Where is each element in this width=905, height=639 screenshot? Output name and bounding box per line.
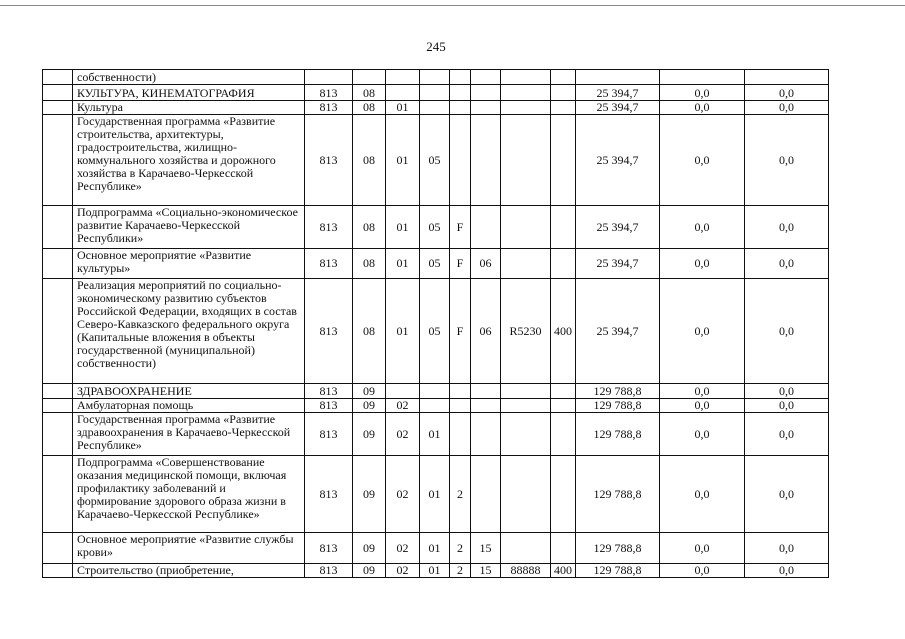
subprogram-cell: F <box>450 279 471 384</box>
row-number-cell <box>43 206 73 249</box>
gov-code-cell: 813 <box>305 279 353 384</box>
sum-2020-cell: 0,0 <box>660 206 745 249</box>
table-row <box>43 399 829 413</box>
table-row <box>43 115 829 206</box>
name-cell: Основное мероприятие «Развитие культуры» <box>73 249 305 279</box>
sum-2020-cell: 0,0 <box>660 399 745 413</box>
expense-type-cell <box>551 206 576 249</box>
subprogram-cell: F <box>450 206 471 249</box>
section-cell: 09 <box>353 564 386 578</box>
direction-cell <box>501 249 551 279</box>
sum-2021-cell: 0,0 <box>745 279 829 384</box>
gov-code-cell: 813 <box>305 533 353 564</box>
sum-2019-cell <box>576 70 660 85</box>
program-cell <box>420 101 450 115</box>
expense-type-cell <box>551 384 576 399</box>
sum-2021-cell: 0,0 <box>745 249 829 279</box>
row-number-cell <box>43 85 73 101</box>
row-number-cell <box>43 384 73 399</box>
name-cell: Подпрограмма «Социально-экономическое развитие Карачаево-Черкесской Республики» <box>73 206 305 249</box>
program-cell <box>420 384 450 399</box>
event-cell <box>471 384 501 399</box>
direction-cell <box>501 70 551 85</box>
section-cell: 08 <box>353 206 386 249</box>
sum-2019-cell: 25 394,7 <box>576 206 660 249</box>
program-cell <box>420 399 450 413</box>
section-cell: 08 <box>353 85 386 101</box>
subprogram-cell <box>450 115 471 206</box>
top-rule <box>0 5 905 6</box>
direction-cell <box>501 115 551 206</box>
sum-2020-cell: 0,0 <box>660 384 745 399</box>
subprogram-cell <box>450 70 471 85</box>
gov-code-cell: 813 <box>305 564 353 578</box>
sum-2019-cell: 25 394,7 <box>576 249 660 279</box>
direction-cell <box>501 456 551 533</box>
sum-2019-cell: 129 788,8 <box>576 564 660 578</box>
subsection-cell: 01 <box>386 279 420 384</box>
expense-type-cell <box>551 456 576 533</box>
name-cell: Основное мероприятие «Развитие службы крови» <box>73 533 305 564</box>
subprogram-cell: 2 <box>450 533 471 564</box>
table-row <box>43 456 829 533</box>
sum-2019-cell: 129 788,8 <box>576 384 660 399</box>
table-row <box>43 70 829 85</box>
event-cell: 15 <box>471 533 501 564</box>
direction-cell <box>501 101 551 115</box>
name-cell: Амбулаторная помощь <box>73 399 305 413</box>
table-row <box>43 249 829 279</box>
program-cell: 01 <box>420 564 450 578</box>
row-number-cell <box>43 249 73 279</box>
sum-2021-cell: 0,0 <box>745 413 829 456</box>
sum-2019-cell: 129 788,8 <box>576 533 660 564</box>
event-cell <box>471 456 501 533</box>
expense-type-cell <box>551 249 576 279</box>
sum-2020-cell: 0,0 <box>660 279 745 384</box>
sum-2021-cell: 0,0 <box>745 533 829 564</box>
expense-type-cell: 400 <box>551 279 576 384</box>
subprogram-cell <box>450 384 471 399</box>
direction-cell <box>501 384 551 399</box>
subprogram-cell: 2 <box>450 564 471 578</box>
program-cell: 01 <box>420 533 450 564</box>
gov-code-cell: 813 <box>305 85 353 101</box>
sum-2019-cell: 25 394,7 <box>576 85 660 101</box>
section-cell: 09 <box>353 456 386 533</box>
direction-cell <box>501 85 551 101</box>
expense-type-cell <box>551 70 576 85</box>
program-cell: 05 <box>420 115 450 206</box>
row-number-cell <box>43 101 73 115</box>
program-cell <box>420 85 450 101</box>
direction-cell <box>501 413 551 456</box>
table-row <box>43 85 829 101</box>
direction-cell: R5230 <box>501 279 551 384</box>
event-cell <box>471 115 501 206</box>
name-cell: Строительство (приобретение, <box>73 564 305 578</box>
subsection-cell: 01 <box>386 206 420 249</box>
row-number-cell <box>43 413 73 456</box>
event-cell: 06 <box>471 249 501 279</box>
table-row <box>43 101 829 115</box>
sum-2020-cell: 0,0 <box>660 533 745 564</box>
expense-type-cell <box>551 533 576 564</box>
sum-2019-cell: 129 788,8 <box>576 413 660 456</box>
row-number-cell <box>43 279 73 384</box>
subprogram-cell: F <box>450 249 471 279</box>
table-body <box>43 70 829 578</box>
expense-type-cell <box>551 85 576 101</box>
gov-code-cell: 813 <box>305 413 353 456</box>
name-cell: Культура <box>73 101 305 115</box>
row-number-cell <box>43 399 73 413</box>
gov-code-cell: 813 <box>305 115 353 206</box>
gov-code-cell: 813 <box>305 101 353 115</box>
subprogram-cell <box>450 101 471 115</box>
event-cell <box>471 85 501 101</box>
sum-2021-cell: 0,0 <box>745 384 829 399</box>
expense-type-cell <box>551 399 576 413</box>
name-cell: КУЛЬТУРА, КИНЕМАТОГРАФИЯ <box>73 85 305 101</box>
section-cell: 09 <box>353 533 386 564</box>
section-cell: 08 <box>353 115 386 206</box>
section-cell: 09 <box>353 399 386 413</box>
direction-cell <box>501 399 551 413</box>
sum-2020-cell: 0,0 <box>660 564 745 578</box>
sum-2020-cell: 0,0 <box>660 456 745 533</box>
sum-2021-cell: 0,0 <box>745 115 829 206</box>
gov-code-cell: 813 <box>305 456 353 533</box>
subsection-cell: 02 <box>386 413 420 456</box>
name-cell: Государственная программа «Развитие здравоохранения в Карачаево-Черкесской Республике» <box>73 413 305 456</box>
subsection-cell: 02 <box>386 564 420 578</box>
section-cell: 09 <box>353 413 386 456</box>
sum-2019-cell: 25 394,7 <box>576 101 660 115</box>
table-row <box>43 279 829 384</box>
sum-2021-cell: 0,0 <box>745 564 829 578</box>
table-row <box>43 206 829 249</box>
subsection-cell: 01 <box>386 249 420 279</box>
sum-2020-cell: 0,0 <box>660 101 745 115</box>
direction-cell: 88888 <box>501 564 551 578</box>
row-number-cell <box>43 115 73 206</box>
sum-2021-cell <box>745 70 829 85</box>
sum-2019-cell: 129 788,8 <box>576 456 660 533</box>
sum-2020-cell: 0,0 <box>660 115 745 206</box>
direction-cell <box>501 533 551 564</box>
section-cell: 08 <box>353 279 386 384</box>
gov-code-cell <box>305 70 353 85</box>
name-cell: Государственная программа «Развитие строительства, архитектуры, градостроительства, жилищно-коммунального хозяйства и дорожного хозяйства в Карачаево-Черкесской Республике» <box>73 115 305 206</box>
sum-2020-cell: 0,0 <box>660 85 745 101</box>
program-cell: 05 <box>420 206 450 249</box>
event-cell <box>471 413 501 456</box>
gov-code-cell: 813 <box>305 206 353 249</box>
sum-2021-cell: 0,0 <box>745 101 829 115</box>
table-row <box>43 564 829 578</box>
expense-type-cell <box>551 101 576 115</box>
subsection-cell <box>386 70 420 85</box>
section-cell: 08 <box>353 249 386 279</box>
expense-type-cell <box>551 115 576 206</box>
sum-2020-cell <box>660 70 745 85</box>
event-cell <box>471 206 501 249</box>
name-cell: Подпрограмма «Совершенствование оказания медицинской помощи, включая профилактику заболеваний и формирование здорового образа жизни в Карачаево-Черкесской Республике» <box>73 456 305 533</box>
table-row <box>43 413 829 456</box>
program-cell <box>420 70 450 85</box>
sum-2019-cell: 25 394,7 <box>576 115 660 206</box>
section-cell: 08 <box>353 101 386 115</box>
event-cell: 06 <box>471 279 501 384</box>
subprogram-cell: 2 <box>450 456 471 533</box>
subprogram-cell <box>450 413 471 456</box>
row-number-cell <box>43 70 73 85</box>
program-cell: 05 <box>420 279 450 384</box>
section-cell: 09 <box>353 384 386 399</box>
sum-2021-cell: 0,0 <box>745 399 829 413</box>
row-number-cell <box>43 456 73 533</box>
direction-cell <box>501 206 551 249</box>
subsection-cell: 02 <box>386 533 420 564</box>
gov-code-cell: 813 <box>305 399 353 413</box>
expense-type-cell: 400 <box>551 564 576 578</box>
event-cell <box>471 101 501 115</box>
subsection-cell: 02 <box>386 456 420 533</box>
event-cell <box>471 399 501 413</box>
budget-table <box>42 69 829 578</box>
row-number-cell <box>43 564 73 578</box>
sum-2020-cell: 0,0 <box>660 413 745 456</box>
name-cell: ЗДРАВООХРАНЕНИЕ <box>73 384 305 399</box>
sum-2019-cell: 25 394,7 <box>576 279 660 384</box>
subprogram-cell <box>450 85 471 101</box>
row-number-cell <box>43 533 73 564</box>
table-row <box>43 533 829 564</box>
program-cell: 01 <box>420 456 450 533</box>
sum-2021-cell: 0,0 <box>745 456 829 533</box>
subsection-cell: 02 <box>386 399 420 413</box>
program-cell: 01 <box>420 413 450 456</box>
sum-2021-cell: 0,0 <box>745 206 829 249</box>
subsection-cell: 01 <box>386 115 420 206</box>
expense-type-cell <box>551 413 576 456</box>
section-cell <box>353 70 386 85</box>
sum-2019-cell: 129 788,8 <box>576 399 660 413</box>
event-cell <box>471 70 501 85</box>
subprogram-cell <box>450 399 471 413</box>
subsection-cell: 01 <box>386 101 420 115</box>
sum-2021-cell: 0,0 <box>745 85 829 101</box>
name-cell: Реализация мероприятий по социально-экономическому развитию субъектов Российской Федерации, входящих в состав Северо-Кавказского федерального округа (Капитальные вложения в объекты государственной (муниципальной) собственности) <box>73 279 305 384</box>
page-number: 245 <box>426 39 446 54</box>
program-cell: 05 <box>420 249 450 279</box>
gov-code-cell: 813 <box>305 384 353 399</box>
table-row <box>43 384 829 399</box>
event-cell: 15 <box>471 564 501 578</box>
sum-2020-cell: 0,0 <box>660 249 745 279</box>
subsection-cell <box>386 85 420 101</box>
gov-code-cell: 813 <box>305 249 353 279</box>
subsection-cell <box>386 384 420 399</box>
name-cell: собственности) <box>73 70 305 85</box>
